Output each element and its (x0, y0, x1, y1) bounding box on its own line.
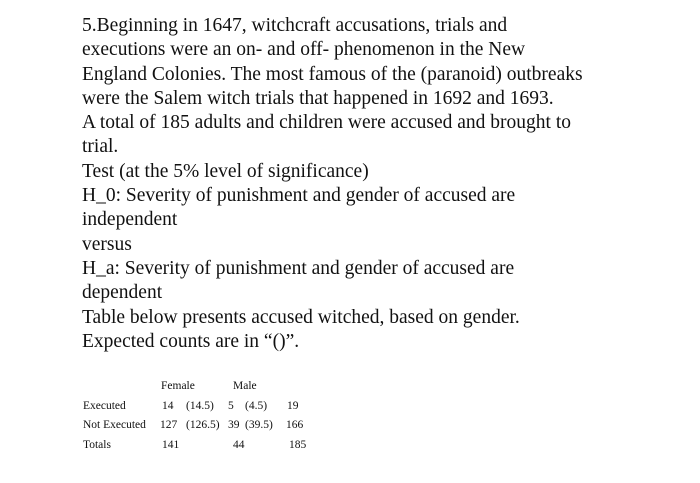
not-executed-female-observed: 127 (160, 419, 178, 431)
not-executed-male-observed: 39 (228, 419, 240, 431)
test-instruction: Test (at the 5% level of significance) (82, 160, 369, 182)
versus-text: versus (82, 233, 132, 255)
row-label-not-executed: Not Executed (83, 419, 146, 431)
table-intro-line-2: Expected counts are in “()”. (82, 330, 300, 352)
totals-grand: 185 (289, 438, 307, 451)
problem-line-3: England Colonies. The most famous of the (paranoid) outbreaks (82, 63, 583, 85)
problem-line-6: trial. (82, 136, 119, 158)
problem-line-4: were the Salem witch trials that happened in 1692 and 1693. (82, 87, 554, 109)
not-executed-male-expected: (39.5) (245, 419, 273, 431)
not-executed-total: 166 (286, 419, 304, 431)
not-executed-female-expected: (126.5) (186, 419, 220, 431)
executed-female-expected: (14.5) (186, 399, 214, 412)
executed-male-observed: 5 (228, 399, 234, 412)
totals-female: 141 (162, 438, 180, 451)
problem-text (82, 14, 682, 354)
null-hypothesis-line-2: independent (82, 209, 178, 231)
header-male: Male (233, 380, 257, 392)
executed-total: 19 (287, 399, 299, 412)
table-intro-line-1: Table below presents accused witched, based on gender. (82, 306, 520, 328)
header-female: Female (161, 380, 195, 392)
problem-line-5: A total of 185 adults and children were accused and brought to (82, 112, 571, 134)
alt-hypothesis-line-2: dependent (82, 282, 163, 304)
row-label-totals: Totals (83, 438, 111, 451)
problem-line-2: executions were an on- and off- phenomenon in the New (82, 39, 526, 61)
executed-male-expected: (4.5) (245, 399, 268, 412)
null-hypothesis-line-1: H_0: Severity of punishment and gender of accused are (82, 185, 516, 207)
row-label-executed: Executed (83, 399, 126, 412)
problem-line-1: 5.Beginning in 1647, witchcraft accusations, trials and (82, 15, 508, 36)
executed-female-observed: 14 (162, 399, 174, 412)
totals-male: 44 (233, 438, 245, 451)
alt-hypothesis-line-1: H_a: Severity of punishment and gender of accused are (82, 257, 515, 279)
